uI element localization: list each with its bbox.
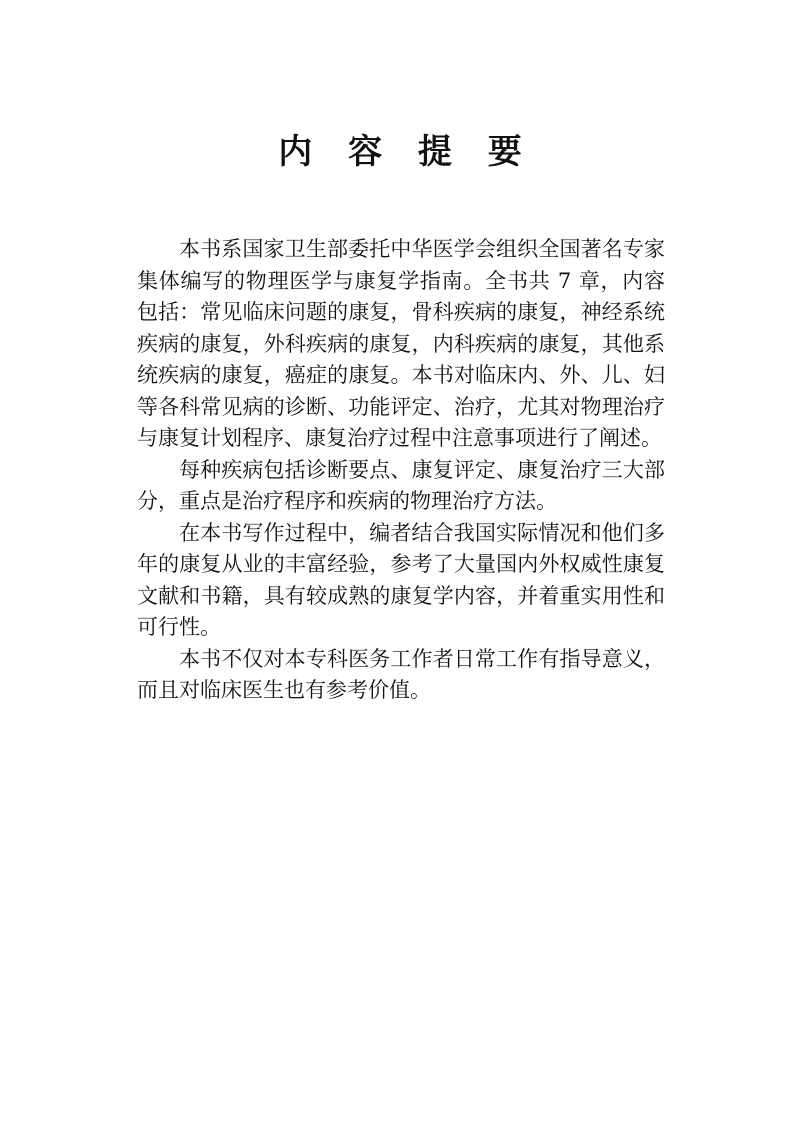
paragraph-3: 在本书写作过程中，编者结合我国实际情况和他们多年的康复从业的丰富经验，参考了大量国内外权威性康复文献和书籍，具有较成熟的康复学内容，并着重实用性和可行性。 bbox=[137, 520, 665, 639]
summary-body bbox=[137, 234, 665, 707]
paragraph-1: 本书系国家卫生部委托中华医学会组织全国著名专家集体编写的物理医学与康复学指南。全书共 7 章，内容包括：常见临床问题的康复，骨科疾病的康复，神经系统疾病的康复，外科疾病的康复，内科疾病的康复，其他系统疾病的康复，癌症的康复。本书对临床内、外、儿、妇等各科常见病的诊断、功能评定、治疗，尤其对物理治疗与康复计划程序、康复治疗过程中注意事项进行了阐述。 bbox=[137, 237, 665, 450]
paragraph-4: 本书不仅对本专科医务工作者日常工作有指导意义，而且对临床医生也有参考价值。 bbox=[137, 646, 665, 702]
page-title: 内 容 提 要 bbox=[278, 132, 534, 172]
paragraph-2: 每种疾病包括诊断要点、康复评定、康复治疗三大部分，重点是治疗程序和疾病的物理治疗方法。 bbox=[137, 457, 665, 513]
